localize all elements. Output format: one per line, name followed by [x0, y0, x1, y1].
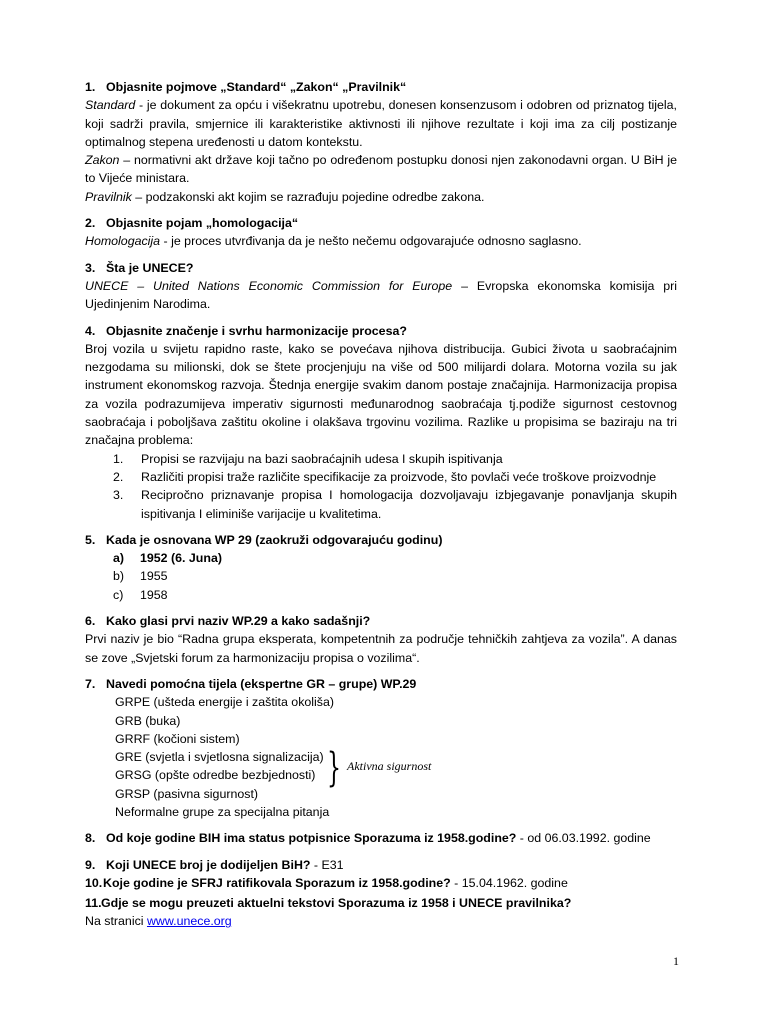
expert-groups-list: [85, 693, 677, 821]
question-2-title: Objasnite pojam „homologacija“: [106, 216, 299, 231]
list-item: GRRF (kočioni sistem): [115, 731, 240, 746]
pravilnik-definition: Pravilnik – podzakonski akt kojim se razrađuju pojedine odredbe zakona.: [85, 189, 485, 204]
option-b: b) 1955: [113, 569, 168, 584]
question-3-title: Šta je UNECE?: [106, 260, 194, 275]
homologacija-definition: Homologacija - je proces utvrđivanja da je nešto nečemu odgovarajuće odnosno saglasno.: [85, 234, 582, 249]
list-item: GRE (svjetla i svjetlosna signalizacija): [115, 750, 324, 765]
question-3: 3. Šta je UNECE?: [85, 260, 194, 275]
zakon-definition: Zakon – normativni akt države koji tačno po određenom postupku donosi njen zakonodavni organ. U BiH je to Vijeće ministara.: [85, 153, 677, 186]
question-5: 5. Kada je osnovana WP 29 (zaokruži odgovarajuću godinu): [85, 532, 443, 547]
unece-definition: UNECE – United Nations Economic Commission for Europe – Evropska ekonomska komisija pri Ujedinjenim Narodima.: [85, 278, 678, 312]
list-item: GRSG (opšte odredbe bezbjednosti): [115, 768, 316, 783]
list-item: GRB (buka): [115, 713, 181, 728]
list-item: GRSP (pasivna sigurnost): [115, 786, 259, 801]
question-10-title: Koje godine je SFRJ ratifikovala Sporazum iz 1958.godine?: [103, 875, 451, 890]
question-6-title: Kako glasi prvi naziv WP.29 a kako sadašnji?: [106, 614, 371, 629]
unece-link[interactable]: www.unece.org: [146, 914, 232, 929]
question-11: 11.Gdje se mogu preuzeti aktuelni tekstovi Sporazuma iz 1958 i UNECE pravilnika?: [85, 896, 572, 911]
answer-11: Na stranici www.unece.org: [85, 914, 232, 929]
question-11-title: Gdje se mogu preuzeti aktuelni tekstovi Sporazuma iz 1958 i UNECE pravilnika?: [101, 896, 572, 911]
question-7-title: Navedi pomoćna tijela (ekspertne GR – grupe) WP.29: [106, 676, 417, 691]
page-number: 1: [673, 954, 679, 968]
year-options: [85, 549, 677, 604]
list-item: 1. Propisi se razvijaju na bazi saobraćajnih udesa I skupih ispitivanja: [113, 451, 503, 466]
list-item: 2. Različiti propisi traže različite specifikacije za proizvode, što povlači veće troškove proizvodnje: [113, 469, 657, 484]
question-8-title: Od koje godine BIH ima status potpisnice Sporazuma iz 1958.godine?: [106, 831, 517, 846]
question-2: 2. Objasnite pojam „homologacija“: [85, 216, 299, 231]
wp29-names-body: Prvi naziv je bio “Radna grupa eksperata, kompetentnih za područje tehničkih zahtjeva za vozila”. A danas se zove „Svjetski forum za harmonizaciju propisa o vozilima“.: [85, 632, 677, 665]
brace-label: Aktivna sigurnost: [347, 759, 432, 774]
question-5-title: Kada je osnovana WP 29 (zaokruži odgovarajuću godinu): [106, 532, 443, 547]
pravilnik-term: Pravilnik: [85, 189, 132, 204]
standard-definition: Standard - je dokument za opću i višekratnu upotrebu, donesen konsenzusom i odobren od priznatog tijela, koji sadrži pravila, smjernice ili karakteristike aktivnosti ili njihove rezultate i koji ima za cilj postizanje optimalnog stepena uređenosti u datom kontekstu.: [85, 98, 677, 149]
option-c: c) 1958: [113, 587, 168, 602]
list-item: GRPE (ušteda energije i zaštita okoliša): [115, 695, 335, 710]
question-1-title: Objasnite pojmove „Standard“ „Zakon“ „Pravilnik“: [106, 80, 407, 94]
question-10: 10.Koje godine je SFRJ ratifikovala Sporazum iz 1958.godine? - 15.04.1962. godine: [85, 875, 568, 890]
list-item: 3. Recipročno priznavanje propisa I homologacija dozvoljavaju izbjegavanje ponavljanja skupih ispitivanja I eliminiše varijacije u kvalitetima.: [113, 488, 677, 521]
answer-9: - E31: [310, 857, 344, 872]
question-9: 9. Koji UNECE broj je dodijeljen BiH? - E31: [85, 857, 344, 872]
question-1: 1. Objasnite pojmove „Standard“ „Zakon“ „Pravilnik“: [85, 80, 407, 94]
document-page: [85, 78, 677, 931]
zakon-term: Zakon: [85, 153, 120, 168]
list-item: Neformalne grupe za specijalna pitanja: [115, 804, 330, 819]
standard-term: Standard: [85, 98, 136, 113]
harmonization-body: Broj vozila u svijetu rapidno raste, kako se povećava njihova distribucija. Gubici života u saobraćajnim nezgodama su milionski, dok se štete procjenjuju na više od 500 milijardi dolara. Motorna vozila su jak instrument ekonomskog razvoja. Štednja energije svakim danom postaje značajnija. Harmonizacija propisa za vozila podrazumijeva imperativ sigurnosti međunarodnog saobraćaja tj.podiže sigurnost cestovnog saobraćaja i poboljšava zaštitu okoline i olakšava trgovinu vozilima. Razlike u propisima se baziraju na tri značajna problema:: [85, 341, 677, 448]
question-8: 8. Od koje godine BIH ima status potpisnice Sporazuma iz 1958.godine? - od 06.03.1992. godine: [85, 831, 651, 846]
unece-term: UNECE – United Nations Economic Commission for Europe: [85, 278, 453, 293]
right-brace-icon: }: [327, 745, 341, 792]
harmonization-problems-list: [85, 450, 677, 523]
question-9-title: Koji UNECE broj je dodijeljen BiH?: [106, 857, 311, 872]
question-4-title: Objasnite značenje i svrhu harmonizacije procesa?: [106, 323, 407, 338]
homologacija-term: Homologacija: [85, 234, 161, 249]
question-4: 4. Objasnite značenje i svrhu harmonizacije procesa?: [85, 323, 407, 338]
answer-10: - 15.04.1962. godine: [450, 875, 568, 890]
question-7: 7. Navedi pomoćna tijela (ekspertne GR – grupe) WP.29: [85, 676, 417, 691]
question-6: 6. Kako glasi prvi naziv WP.29 a kako sadašnji?: [85, 614, 371, 629]
option-a: a) 1952 (6. Juna): [113, 551, 222, 566]
answer-8: - od 06.03.1992. godine: [516, 831, 651, 846]
